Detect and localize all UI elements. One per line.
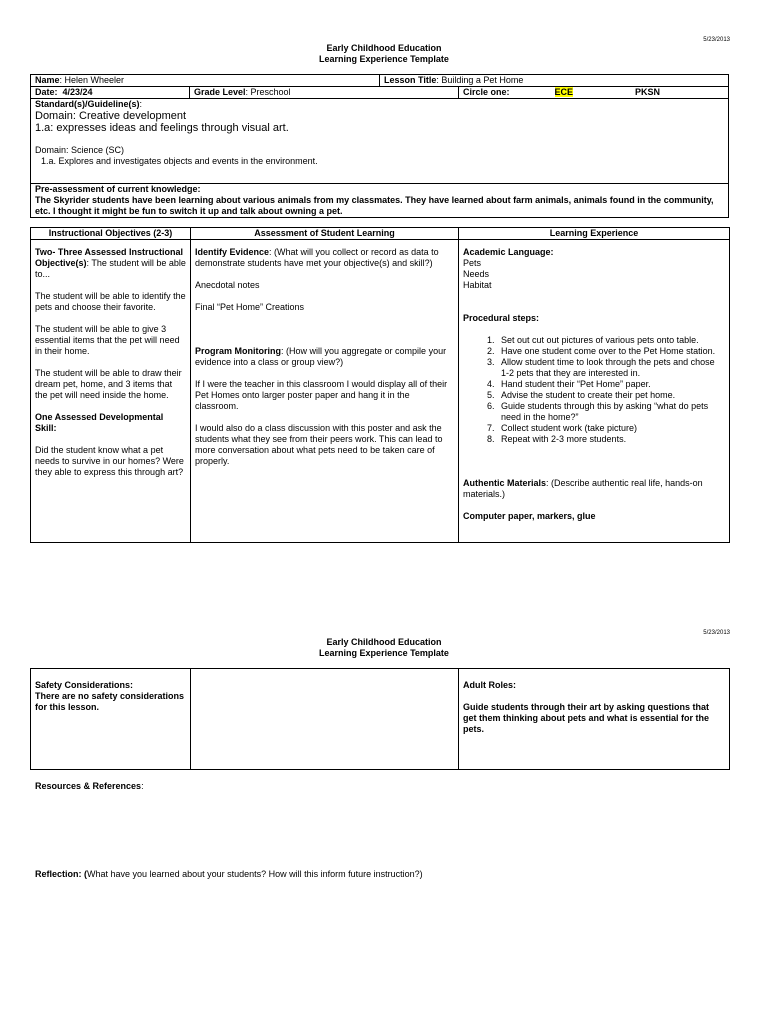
date-cell: Date: 4/23/24: [31, 87, 190, 99]
objective-2: The student will be able to give 3 essential items that the pet will need in their home.: [35, 324, 180, 356]
col-header-assessment: Assessment of Student Learning: [191, 228, 459, 240]
safety-roles-table: [30, 668, 730, 770]
lesson-header-table: [30, 74, 729, 218]
name-cell: Name: Helen Wheeler: [31, 75, 380, 87]
date-stamp-page2: 5/23/2013: [703, 630, 730, 636]
developmental-skill-text: Did the student know what a pet needs to survive in our homes? Were they able to express this through art?: [35, 445, 184, 477]
standards-cell: Standard(s)/Guideline(s): Domain: Creative development 1.a: expresses ideas and feelings through visual art. Domain: Science (SC) 1.a. Explores and investigates objects and events in the environment.: [31, 99, 729, 184]
document-title: Early Childhood Education: [326, 43, 442, 53]
learning-experience-cell: Academic Language: Pets Needs Habitat Procedural steps: 1. Set out cut out pictures of various pets onto table. 2. Have one student come over to the Pet Home station. 3. Allow student time to look through the pets and chose 1-2 pets that they are interested in. 4. Hand student their “Pet Home” paper. 5. Advise the student to create their pet home. 6. Guide students through this by asking “what do pets need in the home?” 7. Collect student work (take picture) 8. Repeat with 2-3 more students. Authentic Materials: (Describe authentic real life, hands-on materials.) Computer paper, markers, glue: [459, 240, 730, 543]
procedural-steps-list: [463, 335, 725, 445]
adult-roles-cell: Adult Roles: Guide students through their art by asking questions that get them thinking about pets and what is essential for the pets.: [459, 669, 730, 770]
procedural-step: 5. Advise the student to create their pet home.: [497, 390, 725, 401]
lesson-title-cell: Lesson Title: Building a Pet Home: [380, 75, 729, 87]
document-title-page2: Early Childhood Education: [326, 637, 442, 647]
procedural-step: 7. Collect student work (take picture): [497, 423, 725, 434]
empty-cell: [191, 669, 459, 770]
procedural-step: 6. Guide students through this by asking “what do pets need in the home?”: [497, 401, 725, 423]
procedural-step: 4. Hand student their “Pet Home” paper.: [497, 379, 725, 390]
term-needs: Needs: [463, 269, 490, 279]
date-stamp: 5/23/2013: [703, 37, 730, 43]
grade-level-cell: Grade Level: Preschool: [190, 87, 459, 99]
circle-option-ece: ECE: [554, 87, 574, 97]
col-header-experience: Learning Experience: [459, 228, 730, 240]
procedural-step: 1. Set out cut out pictures of various pets onto table.: [497, 335, 725, 346]
col-header-objectives: Instructional Objectives (2-3): [31, 228, 191, 240]
term-pets: Pets: [463, 258, 482, 268]
developmental-skill-heading: One Assessed Developmental Skill:: [35, 412, 164, 433]
resources-references: Resources & References:: [35, 781, 144, 791]
procedural-step: 3. Allow student time to look through the pets and chose 1-2 pets that they are interested in.: [497, 357, 725, 379]
assessment-cell: Identify Evidence: (What will you collect or record as data to demonstrate students have met your objective(s) and skill?) Anecdotal notes Final “Pet Home” Creations Program Monitoring: (How will you aggregate or compile your evidence into a class or group view?) If I were the teacher in this classroom I would display all of their Pet Homes onto larger poster paper and hang it in the classroom. I would also do a class discussion with this poster and ask the students what they see from their peers work. This can lead to more conversation about what pets need to be taken care of properly.: [191, 240, 459, 543]
circle-one-cell: Circle one: ECE PKSN: [459, 87, 729, 99]
procedural-step: 2. Have one student come over to the Pet Home station.: [497, 346, 725, 357]
reflection: Reflection: (What have you learned about your students? How will this inform future instruction?): [35, 869, 423, 879]
objectives-cell: Two- Three Assessed Instructional Objective(s): The student will be able to... The student will be able to identify the pets and choose their favorite. The student will be able to give 3 essential items that the pet will need in their home. The student will be able to draw their dream pet, home, and 3 items that the pet will need inside the home. One Assessed Developmental Skill: Did the student know what a pet needs to survive in our homes? Were they able to express this through art?: [31, 240, 191, 543]
materials-value: Computer paper, markers, glue: [463, 511, 596, 521]
document-subtitle: Learning Experience Template: [319, 54, 449, 64]
circle-option-pksn: PKSN: [635, 87, 661, 97]
objective-1: The student will be able to identify the pets and choose their favorite.: [35, 291, 186, 312]
safety-cell: Safety Considerations: There are no safety considerations for this lesson.: [31, 669, 191, 770]
document-subtitle-page2: Learning Experience Template: [319, 648, 449, 658]
term-habitat: Habitat: [463, 280, 492, 290]
objective-3: The student will be able to draw their dream pet, home, and 3 items that the pet will need inside the home.: [35, 368, 182, 400]
lesson-body-table: [30, 227, 730, 543]
pre-assessment-cell: Pre-assessment of current knowledge: The Skyrider students have been learning about various animals from my classmates. They have learned about farm animals, animals found in the community, etc. I thought it might be fun to switch it up and talk about owning a pet.: [31, 184, 729, 218]
procedural-step: 8. Repeat with 2-3 more students.: [497, 434, 725, 445]
